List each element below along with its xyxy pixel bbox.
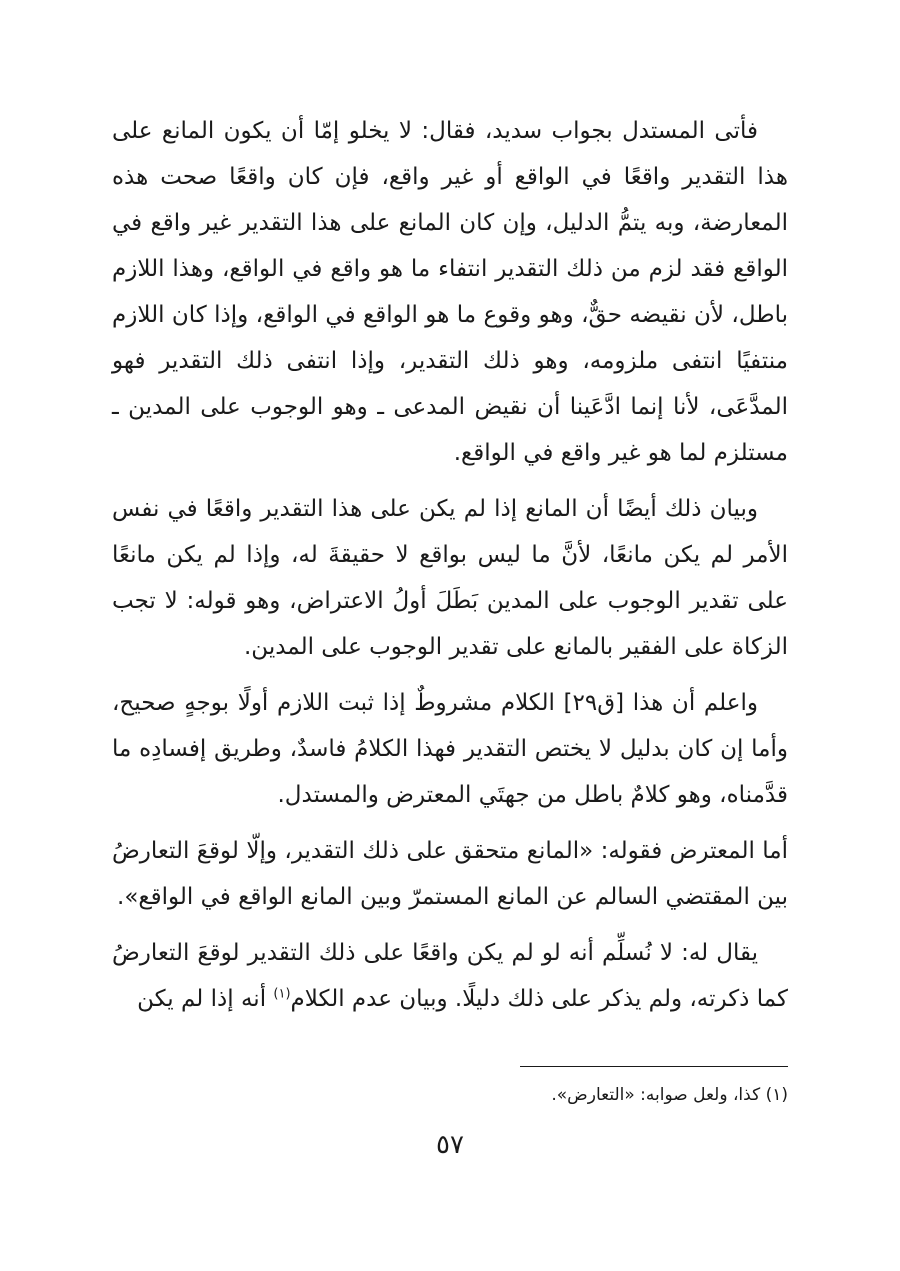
page-number: ٥٧: [436, 1130, 464, 1160]
paragraph-3: واعلم أن هذا [ق٢٩] الكلام مشروطٌ إذا ثبت اللازم أولًا بوجهٍ صحيح، وأما إن كان بدليل لا يختص التقدير فهذا الكلامُ فاسدٌ، وطريق إفسادِه ما قدَّمناه، وهو كلامٌ باطل من جهتَي المعترض والمستدل.: [112, 690, 788, 808]
paragraph-5-tail: أنه إذا لم يكن: [137, 986, 274, 1012]
paragraph-5-text: يقال له: لا نُسلِّم أنه لو لم يكن واقعًا على ذلك التقدير لوقعَ التعارضُ كما ذكرته، ولم يذكر على ذلك دليلًا. وبيان عدم الكلام: [112, 940, 788, 1012]
paragraph-4: أما المعترض فقوله: «المانع متحقق على ذلك التقدير، وإلّا لوقعَ التعارضُ بين المقتضي السالم عن المانع المستمرّ وبين المانع الواقع في الواقع».: [112, 838, 788, 910]
paragraph-5: [112, 930, 788, 1022]
paragraph-2: وبيان ذلك أيضًا أن المانع إذا لم يكن على هذا التقدير واقعًا في نفس الأمر لم يكن مانعًا، لأنَّ ما ليس بواقع لا حقيقةَ له، وإذا لم يكن مانعًا على تقدير الوجوب على المدين بَطَلَ أولُ الاعتراض، وهو قوله: لا تجب الزكاة على الفقير بالمانع على تقدير الوجوب على المدين.: [112, 496, 788, 660]
footnote-reference[interactable]: (١): [273, 986, 291, 1002]
paragraph-1: فأتى المستدل بجواب سديد، فقال: لا يخلو إمّا أن يكون المانع على هذا التقدير واقعًا في الواقع أو غير واقع، فإن كان واقعًا صحت هذه المعارضة، وبه يتمُّ الدليل، وإن كان المانع على هذا التقدير غير واقع في الواقع فقد لزم من ذلك التقدير انتفاء ما هو واقع في الواقع، وهذا اللازم باطل، لأن نقيضه حقٌّ، وهو وقوع ما هو الواقع في الواقع، وإذا كان اللازم منتفيًا انتفى ملزومه، وهو ذلك التقدير، وإذا انتفى ذلك التقدير فهو المدَّعَى، لأنا إنما ادَّعَينا أن نقيض المدعى ـ وهو الوجوب على المدين ـ مستلزم لما هو غير واقع في الواقع.: [112, 118, 788, 466]
body-text: [112, 108, 788, 1032]
footnote-divider: [520, 1066, 788, 1067]
footnote: (١) كذا، ولعل صوابه: «التعارض».: [551, 1085, 788, 1105]
